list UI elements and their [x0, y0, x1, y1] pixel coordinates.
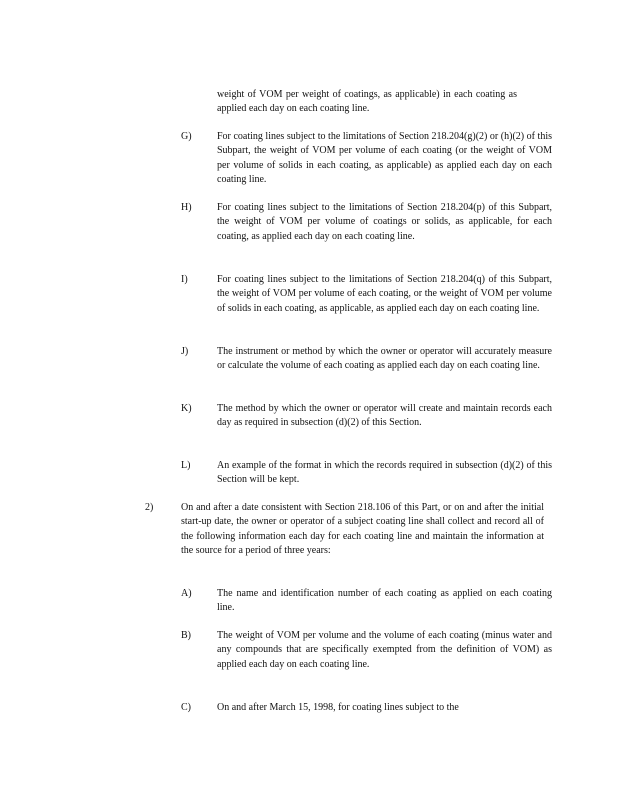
- list-label: C): [181, 702, 191, 713]
- list-label: L): [181, 460, 191, 471]
- list-label: G): [181, 131, 192, 142]
- list-label: K): [181, 403, 192, 414]
- paragraph-text: On and after March 15, 1998, for coating lines subject to the: [217, 702, 459, 713]
- paragraph-text: An example of the format in which the records required in subsection (d)(2) of this Section will be kept.: [217, 460, 552, 486]
- list-label: 2): [145, 502, 154, 513]
- list-label: I): [181, 274, 188, 285]
- paragraph-text: For coating lines subject to the limitations of Section 218.204(p) of this Subpart, the weight of VOM per volume of coatings or solids, as applicable, for each coating, as applied each day on each coating line.: [217, 202, 552, 242]
- paragraph-text: For coating lines subject to the limitations of Section 218.204(g)(2) or (h)(2) of this Subpart, the weight of VOM per volume of each coating (or the weight of VOM per volume of solids in each coating, as applicable) as applied each day on each coating line.: [217, 131, 552, 185]
- paragraph-text: For coating lines subject to the limitations of Section 218.204(q) of this Subpart, the weight of VOM per volume of each coating, or the weight of VOM per volume of solids in each coating, as applicable, as applied each day on each coating line.: [217, 274, 552, 314]
- list-label: B): [181, 630, 191, 641]
- paragraph-text: The weight of VOM per volume and the volume of each coating (minus water and any compounds that are specifically exempted from the definition of VOM) as applied each day on each coating line.: [217, 630, 552, 670]
- paragraph-text: The name and identification number of each coating as applied on each coating line.: [217, 588, 552, 614]
- list-label: H): [181, 202, 192, 213]
- paragraph-text: weight of VOM per weight of coatings, as applicable) in each coating as applied each day on each coating line.: [217, 89, 517, 115]
- paragraph-text: The method by which the owner or operator will create and maintain records each day as required in subsection (d)(2) of this Section.: [217, 403, 552, 429]
- paragraph-text: The instrument or method by which the owner or operator will accurately measure or calculate the volume of each coating as applied each day on each coating line.: [217, 346, 552, 372]
- list-label: A): [181, 588, 192, 599]
- list-label: J): [181, 346, 189, 357]
- paragraph-text: On and after a date consistent with Section 218.106 of this Part, or on and after the initial start-up date, the owner or operator of a subject coating line shall collect and record all of the following information each day for each coating line and maintain the information at the source for a period of three years:: [181, 502, 544, 556]
